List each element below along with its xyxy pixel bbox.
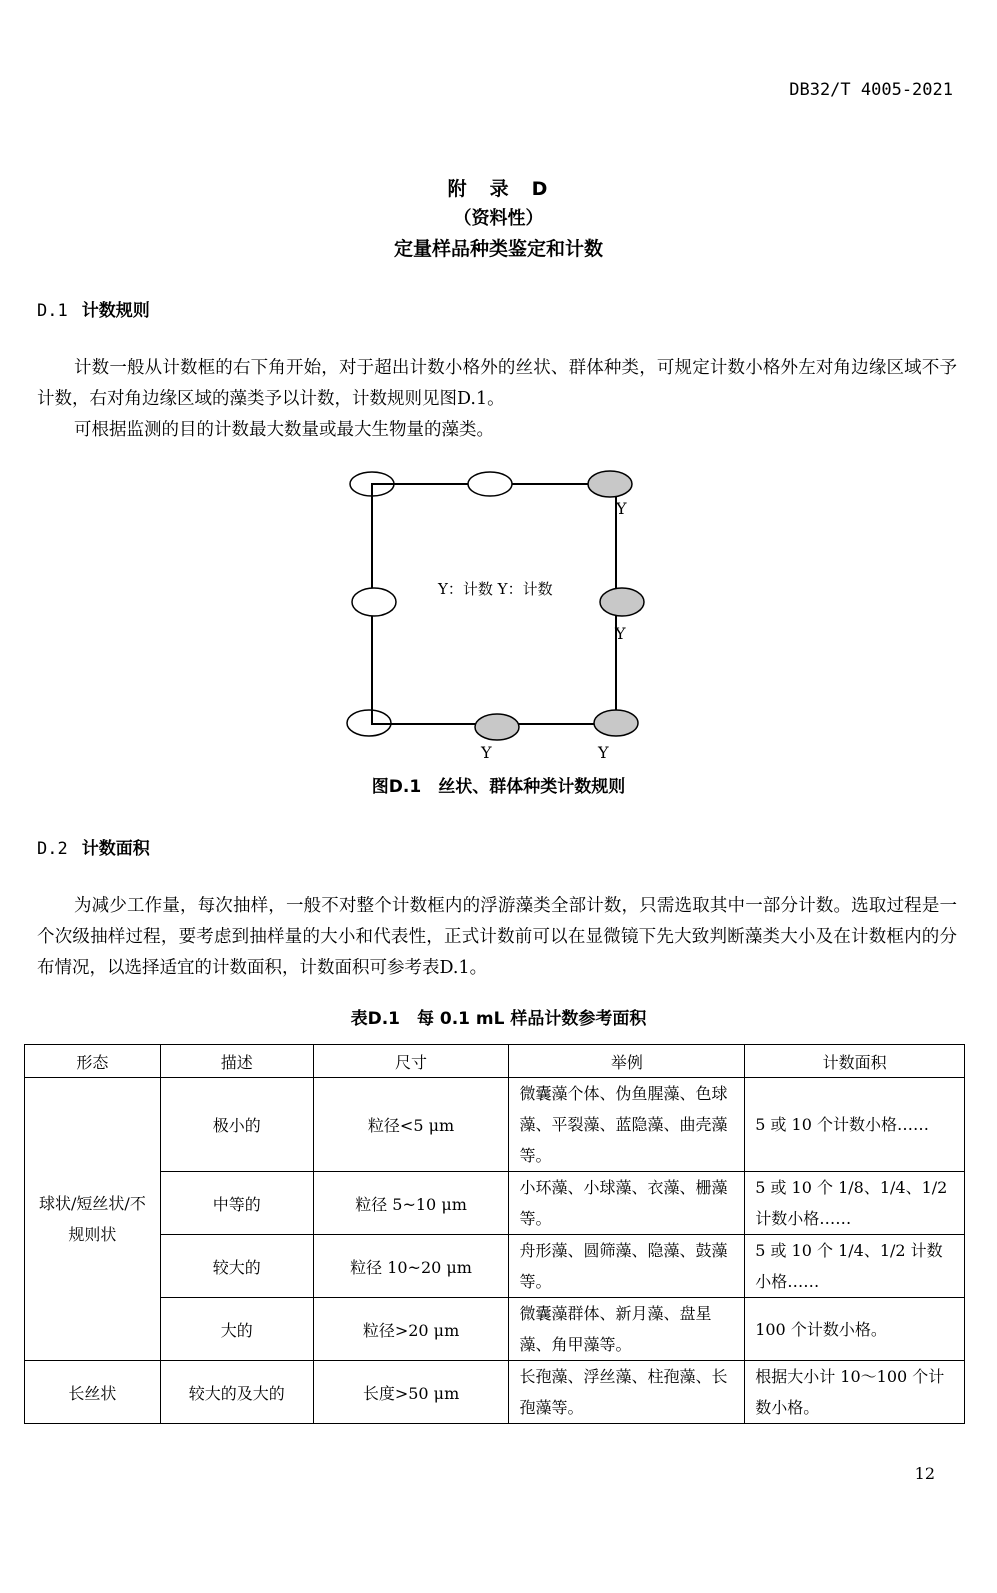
area-cell: 5 或 10 个计数小格…… — [745, 1078, 965, 1172]
size-cell: 粒径 5~10 μm — [313, 1172, 509, 1235]
corner-ellipse-bottom-left — [347, 710, 391, 736]
standard-code: DB32/T 4005-2021 — [789, 80, 953, 100]
area-cell: 100 个计数小格。 — [745, 1298, 965, 1361]
header-size: 尺寸 — [313, 1045, 509, 1078]
table-row — [25, 1298, 965, 1361]
y-label-bottom-middle: Y — [481, 743, 492, 762]
section-d1-paragraph-2: 可根据监测的目的计数最大数量或最大生物量的藻类。 — [74, 420, 494, 440]
edge-ellipse-left-middle — [352, 588, 396, 616]
size-cell: 长度>50 μm — [313, 1361, 509, 1424]
header-shape: 形态 — [25, 1045, 161, 1078]
desc-cell: 极小的 — [160, 1078, 313, 1172]
size-cell: 粒径 10~20 μm — [313, 1235, 509, 1298]
example-cell: 微囊藻群体、新月藻、盘星藻、角甲藻等。 — [509, 1298, 745, 1361]
example-cell: 长孢藻、浮丝藻、柱孢藻、长孢藻等。 — [509, 1361, 745, 1424]
example-cell: 微囊藻个体、伪鱼腥藻、色球藻、平裂藻、蓝隐藻、曲壳藻等。 — [509, 1078, 745, 1172]
y-label-bottom-right: Y — [598, 743, 609, 762]
size-cell: 粒径<5 μm — [313, 1078, 509, 1172]
section-number: D.2 — [37, 839, 68, 859]
section-d1-paragraph-1: 计数一般从计数框的右下角开始，对于超出计数小格外的丝状、群体种类，可规定计数小格外左对角边缘区域不予计数，右对角边缘区域的藻类予以计数，计数规则见图D.1。 — [37, 358, 957, 409]
table-row — [25, 1361, 965, 1424]
table-row — [25, 1078, 965, 1172]
section-title: 计数规则 — [81, 301, 150, 321]
example-cell: 小环藻、小球藻、衣藻、栅藻等。 — [509, 1172, 745, 1235]
counting-frame — [372, 484, 616, 724]
table-row — [25, 1172, 965, 1235]
desc-cell: 中等的 — [160, 1172, 313, 1235]
table-caption: 表D.1 每 0.1 mL 样品计数参考面积 — [350, 1009, 647, 1029]
shape-cell: 球状/短丝状/不规则状 — [25, 1078, 161, 1361]
header-count-area: 计数面积 — [745, 1045, 965, 1078]
corner-ellipse-top-left — [350, 472, 394, 496]
section-number: D.1 — [37, 301, 68, 321]
size-cell: 粒径>20 μm — [313, 1298, 509, 1361]
section-title: 计数面积 — [81, 839, 150, 859]
figure-center-label: Y：计数 Y：计数 — [438, 580, 553, 598]
table-header-row — [25, 1045, 965, 1078]
appendix-title: 定量样品种类鉴定和计数 — [393, 238, 603, 260]
figure-caption: 图D.1 丝状、群体种类计数规则 — [371, 777, 626, 797]
desc-cell: 较大的及大的 — [160, 1361, 313, 1424]
edge-ellipse-right-middle-counted — [600, 588, 644, 616]
corner-ellipse-top-right-counted — [588, 471, 632, 497]
edge-ellipse-bottom-middle-counted — [475, 714, 519, 740]
desc-cell: 大的 — [160, 1298, 313, 1361]
appendix-label: 附 录 D — [447, 178, 550, 200]
edge-ellipse-top-middle — [468, 472, 512, 496]
y-label-top-right: Y — [616, 499, 627, 518]
header-example: 举例 — [509, 1045, 745, 1078]
example-cell: 舟形藻、圆筛藻、隐藻、鼓藻等。 — [509, 1235, 745, 1298]
y-label-right-middle: Y — [615, 624, 626, 643]
counting-rule-figure — [340, 462, 660, 767]
area-cell: 5 或 10 个 1/8、1/4、1/2 计数小格…… — [745, 1172, 965, 1235]
header-description: 描述 — [160, 1045, 313, 1078]
section-d2-heading — [37, 834, 150, 859]
shape-cell: 长丝状 — [25, 1361, 161, 1424]
table-row — [25, 1235, 965, 1298]
desc-cell: 较大的 — [160, 1235, 313, 1298]
corner-ellipse-bottom-right-counted — [594, 710, 638, 736]
section-d1-heading — [37, 296, 150, 321]
area-cell: 5 或 10 个 1/4、1/2 计数小格…… — [745, 1235, 965, 1298]
appendix-nature: （资料性） — [453, 208, 544, 229]
section-d2-paragraph-1: 为减少工作量，每次抽样，一般不对整个计数框内的浮游藻类全部计数，只需选取其中一部分计数。选取过程是一个次级抽样过程，要考虑到抽样量的大小和代表性，正式计数前可以在显微镜下先大致判断藻类大小及在计数框内的分布情况，以选择适宜的计数面积，计数面积可参考表D.1。 — [37, 896, 957, 978]
counting-area-table — [24, 1044, 965, 1424]
area-cell: 根据大小计 10～100 个计数小格。 — [745, 1361, 965, 1424]
page-number: 12 — [914, 1464, 935, 1483]
